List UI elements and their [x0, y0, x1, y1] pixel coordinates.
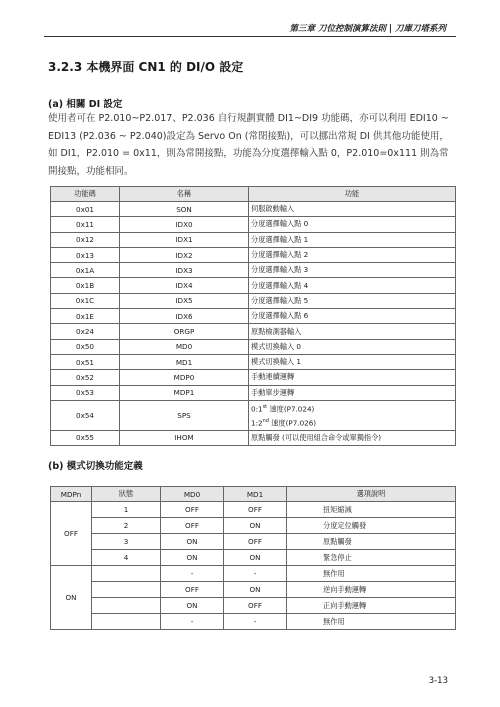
table-row [51, 518, 456, 534]
header-description: 選項說明 [287, 487, 456, 502]
cell-description: 無作用 [287, 614, 456, 630]
paragraph-line: 如 DI1，P2.010 = 0x11，則為常開接點，功能為分度選擇輸入點 0，P2.010=0x111 則為常 [48, 148, 449, 159]
section-title: 3.2.3 本機界面 CN1 的 DI/O 設定 [48, 60, 244, 74]
cell-md0: OFF [161, 518, 224, 534]
page-number: 3-13 [428, 676, 448, 686]
cell-description: 緊急停止 [287, 550, 456, 566]
cell-function [249, 400, 456, 430]
cell-code: 0x55 [51, 430, 120, 445]
cell-function: 分度選擇輸入點 1 [249, 232, 456, 247]
cell-name: MD0 [120, 339, 249, 354]
table-row [51, 614, 456, 630]
cell-code: 0x11 [51, 217, 120, 232]
paragraph-line: EDI13 (P2.036 ~ P2.040)設定為 Servo On (常閉接點)，可以挪出常規 DI 供其他功能使用， [48, 130, 449, 142]
cell-md0: - [161, 566, 224, 582]
cell-md0: - [161, 614, 224, 630]
cell-md1: ON [224, 518, 287, 534]
cell-function: 分度選擇輸入點 5 [249, 293, 456, 308]
description-paragraph [48, 110, 458, 180]
sps-speed-1: 0:1st 速度(P7.024) [251, 403, 315, 414]
table-row [51, 263, 456, 278]
subheading-mode-switch: (b) 模式切換功能定義 [48, 461, 143, 472]
table-row [51, 324, 456, 339]
table-header-row [51, 487, 456, 502]
header-divider [44, 36, 456, 37]
table-row [51, 309, 456, 324]
cell-name: IDX4 [120, 278, 249, 293]
cell-function: 分度選擇輸入點 6 [249, 309, 456, 324]
table-row [51, 534, 456, 550]
cell-md0: OFF [161, 582, 224, 598]
cell-code: 0x53 [51, 385, 120, 400]
cell-code: 0x50 [51, 339, 120, 354]
cell-name: MDP1 [120, 385, 249, 400]
cell-function: 原點檢測器輸入 [249, 324, 456, 339]
cell-description: 逆向手動運轉 [287, 582, 456, 598]
header-mdpn: MDPn [51, 487, 92, 502]
cell-code: 0x1B [51, 278, 120, 293]
cell-state [92, 614, 161, 630]
sps-speed-2: 1:2nd 速度(P7.026) [251, 418, 317, 428]
cell-code: 0x13 [51, 247, 120, 262]
cell-code: 0x54 [51, 400, 120, 430]
header-function: 功能 [249, 187, 456, 202]
cell-code: 0x52 [51, 370, 120, 385]
cell-md0: ON [161, 534, 224, 550]
cell-name: IDX0 [120, 217, 249, 232]
cell-function: 手動單步運轉 [249, 385, 456, 400]
cell-description: 正向手動運轉 [287, 598, 456, 614]
cell-function: 分度選擇輸入點 3 [249, 263, 456, 278]
table-row [51, 354, 456, 369]
cell-function: 分度選擇輸入點 4 [249, 278, 456, 293]
table-row [51, 217, 456, 232]
cell-name: SPS [120, 400, 249, 430]
table-row [51, 582, 456, 598]
cell-description: 原點觸發 [287, 534, 456, 550]
cell-name: MDP0 [120, 370, 249, 385]
cell-md0: OFF [161, 502, 224, 518]
cell-md1: - [224, 566, 287, 582]
table-header-row [51, 187, 456, 202]
cell-md0: ON [161, 550, 224, 566]
cell-name: MD1 [120, 354, 249, 369]
table-row [51, 339, 456, 354]
table-row [51, 232, 456, 247]
cell-name: IDX6 [120, 309, 249, 324]
cell-function: 伺服啟動輸入 [249, 202, 456, 217]
di-function-table [50, 186, 456, 446]
cell-state: 4 [92, 550, 161, 566]
cell-state [92, 582, 161, 598]
header-name: 名稱 [120, 187, 249, 202]
cell-mdpn-group: ON [51, 566, 92, 630]
header-md1: MD1 [224, 487, 287, 502]
table-row [51, 293, 456, 308]
table-row [51, 202, 456, 217]
cell-function: 手動連續運轉 [249, 370, 456, 385]
header-state: 狀態 [92, 487, 161, 502]
table-row [51, 566, 456, 582]
cell-code: 0x1E [51, 309, 120, 324]
cell-function: 分度選擇輸入點 2 [249, 247, 456, 262]
cell-function: 模式切換輸入 0 [249, 339, 456, 354]
cell-name: IDX1 [120, 232, 249, 247]
cell-code: 0x01 [51, 202, 120, 217]
cell-name: SON [120, 202, 249, 217]
cell-function: 分度選擇輸入點 0 [249, 217, 456, 232]
header-md0: MD0 [161, 487, 224, 502]
table-row [51, 550, 456, 566]
cell-name: IDX3 [120, 263, 249, 278]
cell-md1: ON [224, 582, 287, 598]
table-row [51, 247, 456, 262]
cell-state: 1 [92, 502, 161, 518]
cell-code: 0x24 [51, 324, 120, 339]
cell-description: 無作用 [287, 566, 456, 582]
cell-state [92, 598, 161, 614]
table-row [51, 385, 456, 400]
header-code: 功能碼 [51, 187, 120, 202]
cell-state: 3 [92, 534, 161, 550]
cell-function: 原點觸發 (可以使用組合命令或單獨指令) [249, 430, 456, 445]
cell-code: 0x12 [51, 232, 120, 247]
subheading-related-di: (a) 相關 DI 設定 [48, 99, 123, 110]
cell-mdpn-group: OFF [51, 502, 92, 566]
cell-name: IHOM [120, 430, 249, 445]
cell-md1: OFF [224, 502, 287, 518]
cell-state: 2 [92, 518, 161, 534]
cell-md1: OFF [224, 534, 287, 550]
cell-name: IDX5 [120, 293, 249, 308]
cell-code: 0x1C [51, 293, 120, 308]
cell-description: 扭矩縮減 [287, 502, 456, 518]
table-row-sps [51, 400, 456, 430]
cell-name: IDX2 [120, 247, 249, 262]
cell-md1: OFF [224, 598, 287, 614]
cell-name: ORGP [120, 324, 249, 339]
table-row [51, 502, 456, 518]
cell-code: 0x1A [51, 263, 120, 278]
cell-md1: - [224, 614, 287, 630]
mode-switch-table [50, 486, 456, 630]
running-header: 第三章 刀位控制演算法則 | 刀庫刀塔系列 [289, 24, 446, 34]
paragraph-line: 使用者可在 P2.010~P2.017、P2.036 自行規劃實體 DI1~DI9 功能碼，亦可以利用 EDI10 ~ [48, 113, 449, 124]
cell-md0: ON [161, 598, 224, 614]
cell-state [92, 566, 161, 582]
cell-function: 模式切換輸入 1 [249, 354, 456, 369]
table-row [51, 370, 456, 385]
paragraph-line: 開接點，功能相同。 [48, 165, 134, 177]
table-row [51, 598, 456, 614]
cell-code: 0x51 [51, 354, 120, 369]
table-row-ihom [51, 430, 456, 445]
cell-md1: ON [224, 550, 287, 566]
cell-description: 分度定位觸發 [287, 518, 456, 534]
table-row [51, 278, 456, 293]
